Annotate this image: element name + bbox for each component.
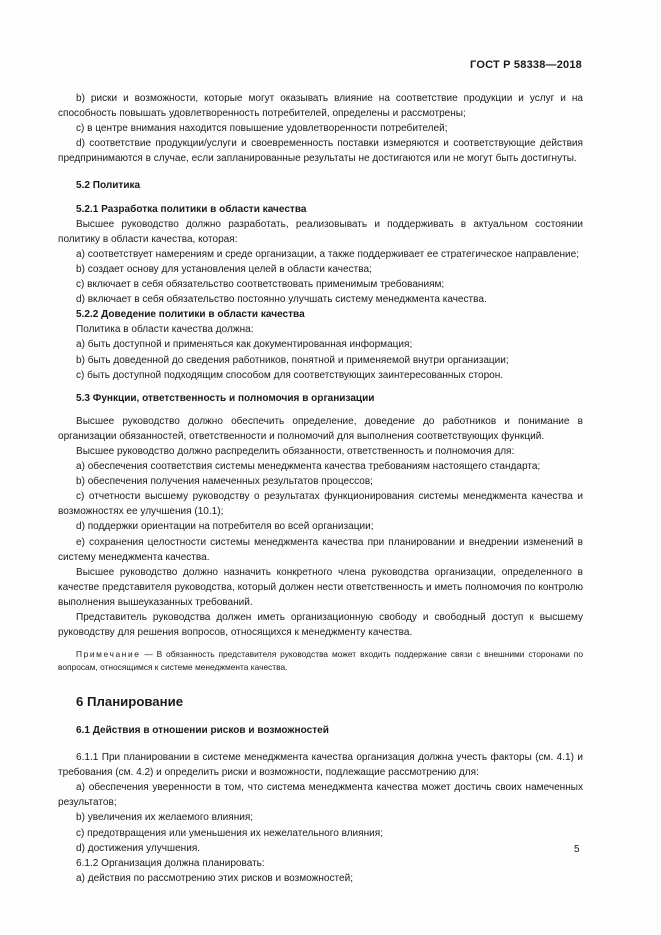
document-header: ГОСТ Р 58338—2018 xyxy=(470,59,582,71)
list-item-b: b) обеспечения получения намеченных результатов процессов; xyxy=(76,476,373,488)
page-body xyxy=(58,91,583,886)
list-item-c: c) быть доступной подходящим способом для соответствующих заинтересованных сторон. xyxy=(76,369,504,381)
note-text: — В обязанность представителя руководства может входить поддержание связи с внешними сторонами по вопросам, относящимся к системе менеджмента качества. xyxy=(58,649,583,672)
list-item-d: d) достижения улучшения. xyxy=(76,842,201,854)
note xyxy=(58,648,583,673)
list-item-d: d) соответствие продукции/услуги и своевременность поставки измеряются и соответствующие действия предпринимаются в случае, если запланированные результаты не достигаются или не могут быть достигнуты. xyxy=(58,138,583,165)
paragraph-5-2-2-intro: Политика в области качества должна: xyxy=(76,324,254,336)
list-item-b: b) создает основу для установления целей в области качества; xyxy=(76,263,372,275)
list-item-d: d) поддержки ориентации на потребителя во всей организации; xyxy=(76,521,374,533)
list-item-c: c) предотвращения или уменьшения их нежелательного влияния; xyxy=(76,827,384,839)
section-heading-6: 6 Планирование xyxy=(76,694,184,709)
list-item-d: d) включает в себя обязательство постоянно улучшать систему менеджмента качества. xyxy=(76,294,487,306)
list-item-b: b) риски и возможности, которые могут оказывать влияние на соответствие продукции и услуг и на способность повышать удовлетворенность потребителей, определены и рассмотрены; xyxy=(58,93,583,120)
list-item-c: c) отчетности высшему руководству о результатах функционирования системы менеджмента качества и возможностях ее улучшения (10.1); xyxy=(58,491,583,518)
paragraph-5-3-4: Представитель руководства должен иметь организационную свободу и свободный доступ к высшему руководству для решения вопросов, относящихся к менеджменту качества. xyxy=(58,612,583,639)
list-item-c: c) в центре внимания находится повышение удовлетворенности потребителей; xyxy=(76,123,448,135)
list-item-a: a) соответствует намерениям и среде организации, а также поддерживает ее стратегическое направление; xyxy=(76,248,580,260)
page-number: 5 xyxy=(574,844,580,855)
section-heading-5-3: 5.3 Функции, ответственность и полномочия в организации xyxy=(76,392,375,404)
section-heading-5-2-1: 5.2.1 Разработка политики в области качества xyxy=(76,203,307,215)
list-item-b: b) быть доведенной до сведения работников, понятной и применяемой внутри организации; xyxy=(76,354,509,366)
paragraph-6-1-2: 6.1.2 Организация должна планировать: xyxy=(76,857,265,869)
list-item-a: a) действия по рассмотрению этих рисков и возможностей; xyxy=(76,872,354,884)
section-heading-5-2: 5.2 Политика xyxy=(76,180,141,192)
list-item-a: a) обеспечения соответствия системы менеджмента качества требованиям настоящего стандарта; xyxy=(76,461,541,473)
paragraph-6-1-1: 6.1.1 При планировании в системе менеджмента качества организация должна учесть факторы (см. 4.1) и требования (см. 4.2) и определить риски и возможности, подлежащие рассмотрению для: xyxy=(58,752,583,779)
paragraph-5-3-2: Высшее руководство должно распределить обязанности, ответственность и полномочия для: xyxy=(76,445,515,457)
list-item-e: e) сохранения целостности системы менеджмента качества при планировании и внедрении изменений в систему менеджмента качества. xyxy=(58,536,583,563)
paragraph-5-2-1-intro: Высшее руководство должно разработать, реализовывать и поддерживать в актуальном состоянии политику в области качества, которая: xyxy=(58,218,583,245)
list-item-c: c) включает в себя обязательство соответствовать применимым требованиям; xyxy=(76,279,445,291)
section-heading-5-2-2: 5.2.2 Доведение политики в области качества xyxy=(76,309,305,321)
section-heading-6-1: 6.1 Действия в отношении рисков и возможностей xyxy=(76,725,329,736)
list-item-a: a) быть доступной и применяться как документированная информация; xyxy=(76,339,413,351)
paragraph-5-3-1: Высшее руководство должно обеспечить определение, доведение до работников и понимание в организации обязанностей, ответственности и полномочий для выполнения соответствующих функций. xyxy=(58,415,583,442)
paragraph-5-3-3: Высшее руководство должно назначить конкретного члена руководства организации, определенного в качестве представителя руководства, который должен нести ответственность и иметь полномочия по контролю выполнения вышеуказанных требований. xyxy=(58,566,583,608)
list-item-b: b) увеличения их желаемого влияния; xyxy=(76,812,254,824)
note-label: Примечание xyxy=(76,649,141,660)
list-item-a: a) обеспечения уверенности в том, что система менеджмента качества может достичь своих намеченных результатов; xyxy=(58,782,583,809)
